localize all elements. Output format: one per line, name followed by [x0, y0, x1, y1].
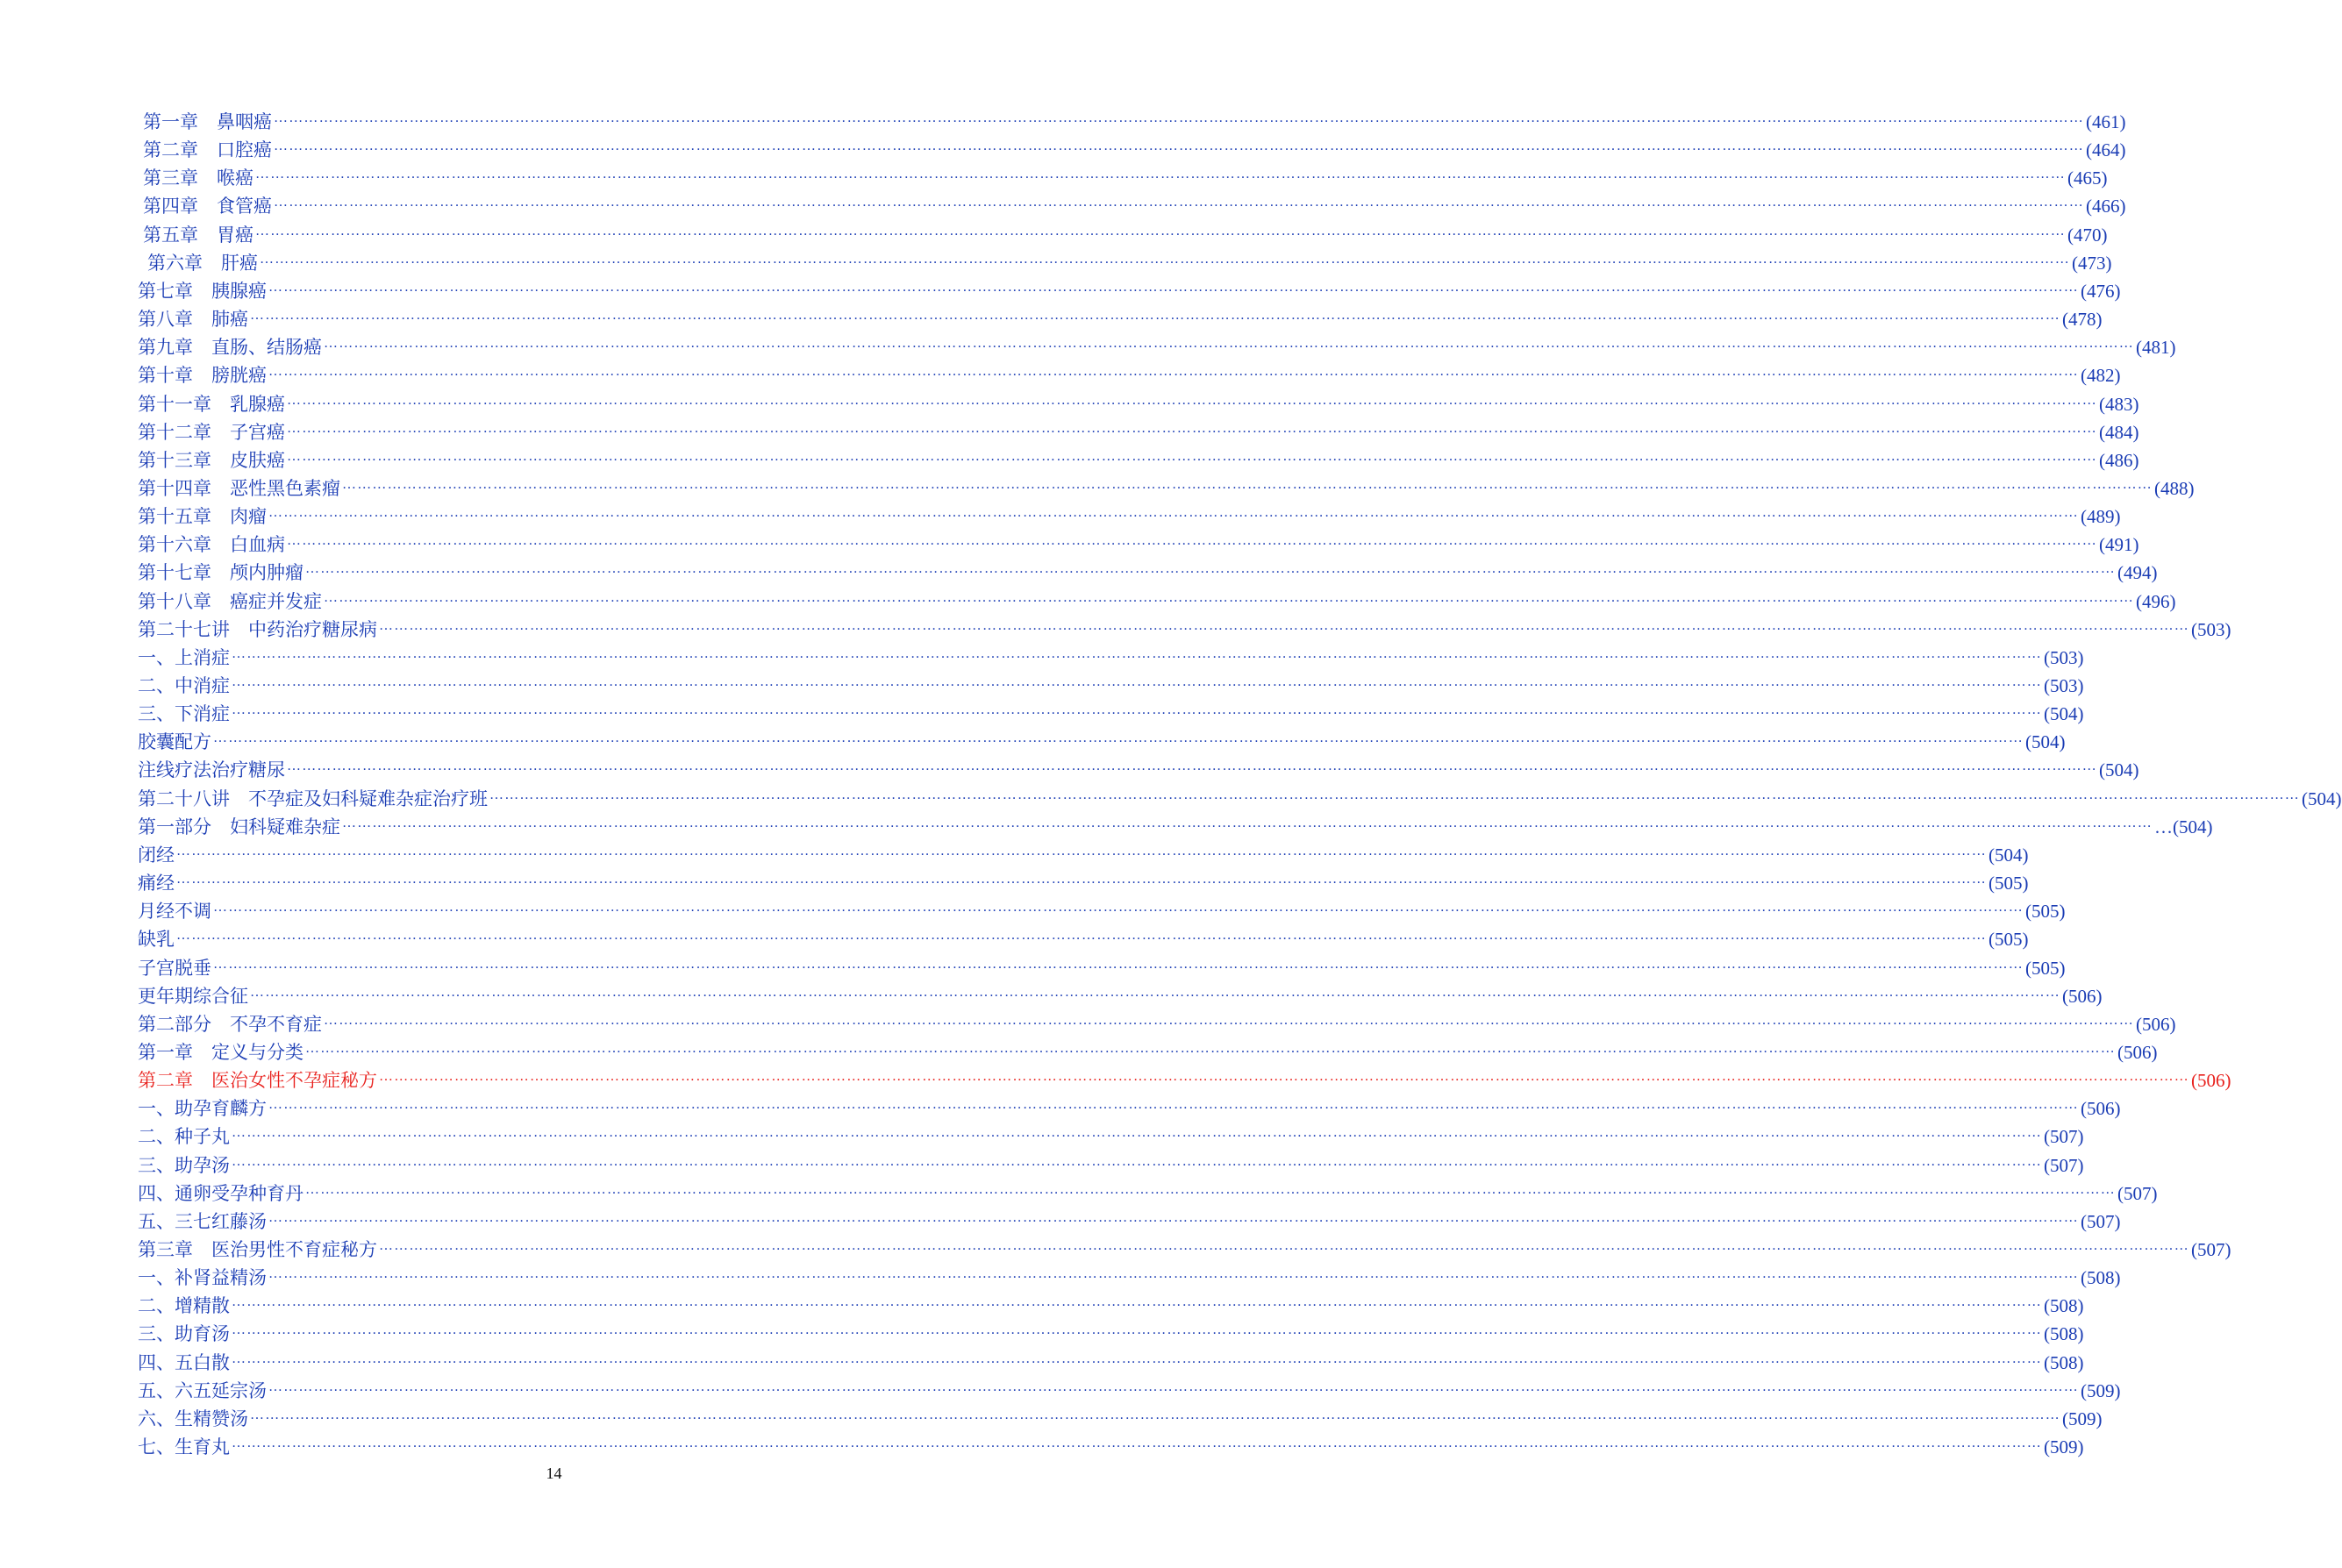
toc-entry-title: 子宫脱垂 [138, 958, 211, 979]
toc-entry[interactable] [138, 503, 2121, 530]
toc-entry-page: (481) [2136, 337, 2176, 358]
toc-entry-page: (503) [2191, 619, 2231, 640]
toc-entry[interactable] [138, 1237, 2231, 1263]
toc-entry-page: (506) [2081, 1098, 2121, 1119]
page-number: 14 [546, 1465, 562, 1482]
toc-entry-page: (503) [2044, 675, 2084, 696]
toc-entry-title: 更年期综合征 [138, 986, 248, 1007]
toc-leader-dots: ……………………………………………………………………………………………………………………………………………………………………………………………………………………………………………………………………………………………………………………………… [250, 1408, 2060, 1422]
toc-entry-page: (508) [2044, 1323, 2084, 1344]
toc-entry-page: (494) [2117, 562, 2158, 583]
toc-entry-title: 痛经 [138, 873, 175, 894]
toc-leader-dots: ……………………………………………………………………………………………………………………………………………………………………………………………………………………………………………………………………………………………………………………………… [287, 759, 2097, 773]
toc-entry-page: (508) [2044, 1295, 2084, 1316]
toc-leader-dots: ……………………………………………………………………………………………………………………………………………………………………………………………………………………………………………………………………………………………………………………………… [232, 1294, 2042, 1309]
toc-entry[interactable] [138, 926, 2029, 952]
toc-entry[interactable] [138, 1095, 2121, 1122]
toc-leader-dots: ……………………………………………………………………………………………………………………………………………………………………………………………………………………………………………………………………………………………………………………………… [274, 139, 2084, 153]
toc-entry-title: 第十三章 皮肤癌 [138, 450, 285, 471]
toc-leader-dots: ……………………………………………………………………………………………………………………………………………………………………………………………………………………………………………………………………………………………………………………………… [250, 308, 2060, 323]
toc-entry-page: (507) [2044, 1126, 2084, 1147]
toc-entry[interactable] [138, 814, 2213, 840]
toc-leader-dots: ……………………………………………………………………………………………………………………………………………………………………………………………………………………………………………………………………………………………………………………………… [305, 1182, 2116, 1197]
toc-entry-page: (504) [2302, 788, 2342, 809]
toc-entry-page: (464) [2086, 139, 2126, 160]
toc-entry-page: (466) [2086, 196, 2126, 217]
toc-entry[interactable] [143, 193, 2126, 219]
toc-entry-page: (507) [2044, 1155, 2084, 1176]
toc-entry-title: 第二章 口腔癌 [143, 139, 272, 160]
toc-leader-dots: ……………………………………………………………………………………………………………………………………………………………………………………………………………………………………………………………………………………………………………………………… [213, 900, 2024, 915]
toc-entry-page: (503) [2044, 647, 2084, 668]
toc-entry-page: (491) [2099, 534, 2139, 555]
toc-entry-title: 第二部分 不孕不育症 [138, 1014, 322, 1035]
toc-entry-page: (505) [1989, 873, 2029, 894]
toc-entry[interactable] [138, 1321, 2084, 1347]
toc-entry-title: 胶囊配方 [138, 731, 211, 752]
toc-entry-title: 二、种子丸 [138, 1126, 230, 1147]
toc-entry-title: 第九章 直肠、结肠癌 [138, 337, 322, 358]
toc-leader-dots: ……………………………………………………………………………………………………………………………………………………………………………………………………………………………………………………………………………………………………………………………… [324, 336, 2134, 351]
toc-entry-title: 第七章 胰腺癌 [138, 281, 267, 302]
toc-entry-title: 一、补肾益精汤 [138, 1267, 267, 1288]
toc-entry-title: 第十四章 恶性黑色素瘤 [138, 478, 340, 499]
toc-entry[interactable] [138, 1039, 2158, 1066]
toc-leader-dots: ……………………………………………………………………………………………………………………………………………………………………………………………………………………………………………………………………………………………………………………………… [232, 646, 2042, 661]
toc-entry-title: 第六章 肝癌 [147, 253, 258, 274]
toc-entry-page: (504) [1989, 845, 2029, 866]
toc-entry[interactable] [138, 673, 2084, 699]
toc-leader-dots: ……………………………………………………………………………………………………………………………………………………………………………………………………………………………………………………………………………………………………………………………… [232, 1322, 2042, 1337]
toc-leader-dots: ……………………………………………………………………………………………………………………………………………………………………………………………………………………………………………………………………………………………………………………………… [176, 844, 1987, 859]
toc-entry-title: 月经不调 [138, 901, 211, 922]
toc-entry-page: (496) [2136, 591, 2176, 612]
toc-entry-page: (505) [2025, 958, 2066, 979]
toc-entry-page: (486) [2099, 450, 2139, 471]
toc-entry[interactable] [138, 531, 2139, 558]
toc-leader-dots: ……………………………………………………………………………………………………………………………………………………………………………………………………………………………………………………………………………………………………………………………… [287, 393, 2097, 408]
toc-leader-dots: ……………………………………………………………………………………………………………………………………………………………………………………………………………………………………………………………………………………………………………………………… [268, 1379, 2079, 1394]
toc-entry[interactable] [147, 250, 2112, 276]
toc-leader-dots: ……………………………………………………………………………………………………………………………………………………………………………………………………………………………………………………………………………………………………………………………… [379, 1238, 2189, 1253]
toc-leader-dots: ……………………………………………………………………………………………………………………………………………………………………………………………………………………………………………………………………………………………………………………………… [250, 985, 2060, 1000]
toc-entry[interactable] [138, 1293, 2084, 1319]
toc-entry-title: 三、下消症 [138, 703, 230, 724]
toc-entry-title: 第十二章 子宫癌 [138, 422, 285, 443]
toc-entry-page: (509) [2062, 1408, 2103, 1429]
toc-entry[interactable] [138, 1265, 2121, 1291]
toc-entry-title: 第一章 鼻咽癌 [143, 111, 272, 132]
toc-entry-title: 第五章 胃癌 [143, 225, 253, 246]
toc-entry[interactable] [143, 137, 2126, 163]
toc-entry[interactable] [138, 701, 2084, 727]
toc-leader-dots: ……………………………………………………………………………………………………………………………………………………………………………………………………………………………………………………………………………………………………………………………… [232, 1154, 2042, 1169]
toc-entry[interactable] [138, 1434, 2084, 1460]
toc-leader-dots: ……………………………………………………………………………………………………………………………………………………………………………………………………………………………………………………………………………………………………………………………… [489, 788, 2300, 802]
toc-leader-dots: ……………………………………………………………………………………………………………………………………………………………………………………………………………………………………………………………………………………………………………………………… [287, 449, 2097, 464]
toc-leader-dots: ……………………………………………………………………………………………………………………………………………………………………………………………………………………………………………………………………………………………………………………………… [268, 1210, 2079, 1225]
toc-entry-page: (504) [2025, 731, 2066, 752]
toc-entry[interactable] [138, 1406, 2103, 1432]
toc-entry-title: 五、三七红藤汤 [138, 1211, 267, 1232]
toc-leader-dots: ……………………………………………………………………………………………………………………………………………………………………………………………………………………………………………………………………………………………………………………………… [232, 674, 2042, 689]
toc-leader-dots: ……………………………………………………………………………………………………………………………………………………………………………………………………………………………………………………………………………………………………………………………… [268, 505, 2079, 520]
toc-entry[interactable] [138, 362, 2121, 388]
toc-entry-title: 第四章 食管癌 [143, 196, 272, 217]
toc-leader-dots: ……………………………………………………………………………………………………………………………………………………………………………………………………………………………………………………………………………………………………………………………… [213, 957, 2024, 972]
toc-leader-dots: ……………………………………………………………………………………………………………………………………………………………………………………………………………………………………………………………………………………………………………………………… [268, 1097, 2079, 1112]
toc-entry-page: (473) [2072, 253, 2112, 274]
toc-leader-dots: ……………………………………………………………………………………………………………………………………………………………………………………………………………………………………………………………………………………………………………………………… [255, 167, 2066, 182]
toc-entry-title: 四、五白散 [138, 1352, 230, 1373]
toc-entry-title: 注线疗法治疗糖尿 [138, 759, 285, 780]
toc-entry[interactable] [138, 1152, 2084, 1179]
toc-entry-page: (465) [2067, 167, 2108, 189]
toc-entry[interactable] [138, 955, 2066, 981]
toc-entry-page: (509) [2081, 1380, 2121, 1401]
toc-entry[interactable] [138, 1350, 2084, 1376]
toc-entry-page: (505) [2025, 901, 2066, 922]
toc-entry[interactable] [138, 419, 2139, 445]
toc-entry-page: (484) [2099, 422, 2139, 443]
toc-leader-dots: ……………………………………………………………………………………………………………………………………………………………………………………………………………………………………………………………………………………………………………………………… [324, 590, 2134, 605]
toc-leader-dots: ……………………………………………………………………………………………………………………………………………………………………………………………………………………………………………………………………………………………………………………………… [268, 364, 2079, 379]
toc-entry-page: (483) [2099, 394, 2139, 415]
toc-entry-page: (478) [2062, 309, 2103, 330]
toc-entry-page: (482) [2081, 365, 2121, 386]
toc-entry[interactable] [138, 1011, 2176, 1037]
toc-entry[interactable] [138, 559, 2158, 586]
toc-entry[interactable] [138, 1123, 2084, 1150]
toc-entry-page: …(504) [2154, 816, 2213, 837]
toc-leader-dots: ……………………………………………………………………………………………………………………………………………………………………………………………………………………………………………………………………………………………………………………………… [379, 618, 2189, 633]
toc-leader-dots: ……………………………………………………………………………………………………………………………………………………………………………………………………………………………………………………………………………………………………………………………… [305, 1041, 2116, 1056]
toc-leader-dots: ……………………………………………………………………………………………………………………………………………………………………………………………………………………………………………………………………………………………………………………………… [287, 421, 2097, 436]
toc-entry-title: 第十章 膀胱癌 [138, 365, 267, 386]
toc-entry[interactable] [138, 617, 2231, 643]
toc-entry[interactable] [138, 447, 2139, 474]
toc-entry-page: (470) [2067, 225, 2108, 246]
toc-entry[interactable] [138, 645, 2084, 671]
toc-entry-title: 七、生育丸 [138, 1436, 230, 1458]
toc-entry-title: 二、增精散 [138, 1295, 230, 1316]
toc-entry-page: (506) [2191, 1070, 2231, 1091]
toc-entry-page: (476) [2081, 281, 2121, 302]
toc-entry-title: 第十五章 肉瘤 [138, 506, 267, 527]
toc-entry-page: (507) [2191, 1239, 2231, 1260]
toc-entry-title: 三、助孕汤 [138, 1155, 230, 1176]
toc-entry-page: (461) [2086, 111, 2126, 132]
toc-entry[interactable] [138, 306, 2103, 332]
toc-entry-title: 闭经 [138, 845, 175, 866]
toc-entry-title: 第二十八讲 不孕症及妇科疑难杂症治疗班 [138, 788, 488, 809]
toc-entry-title: 三、助育汤 [138, 1323, 230, 1344]
toc-entry[interactable] [138, 983, 2103, 1009]
toc-entry-page: (507) [2081, 1211, 2121, 1232]
toc-entry-page: (508) [2044, 1352, 2084, 1373]
toc-entry-title: 第一章 定义与分类 [138, 1042, 303, 1063]
toc-entry[interactable] [138, 786, 2342, 812]
toc-entry-page: (505) [1989, 929, 2029, 950]
toc-leader-dots: ……………………………………………………………………………………………………………………………………………………………………………………………………………………………………………………………………………………………………………………………… [232, 1351, 2042, 1366]
toc-entry[interactable] [138, 842, 2029, 868]
toc-leader-dots: ……………………………………………………………………………………………………………………………………………………………………………………………………………………………………………………………………………………………………………………………… [268, 1266, 2079, 1281]
toc-entry-page: (489) [2081, 506, 2121, 527]
toc-entry[interactable] [138, 475, 2195, 502]
toc-entry-title: 第三章 医治男性不育症秘方 [138, 1239, 377, 1260]
toc-entry[interactable] [138, 278, 2121, 304]
toc-leader-dots: ……………………………………………………………………………………………………………………………………………………………………………………………………………………………………………………………………………………………………………………………… [274, 110, 2084, 125]
toc-entry-title: 第三章 喉癌 [143, 167, 253, 189]
toc-leader-dots: ……………………………………………………………………………………………………………………………………………………………………………………………………………………………………………………………………………………………………………………………… [255, 224, 2066, 239]
toc-entry[interactable] [138, 1378, 2121, 1404]
toc-leader-dots: ……………………………………………………………………………………………………………………………………………………………………………………………………………………………………………………………………………………………………………………………… [176, 872, 1987, 887]
toc-leader-dots: ……………………………………………………………………………………………………………………………………………………………………………………………………………………………………………………………………………………………………………………………… [232, 702, 2042, 717]
toc-entry-title: 第八章 肺癌 [138, 309, 248, 330]
toc-entry-title: 第二十七讲 中药治疗糖尿病 [138, 619, 377, 640]
toc-leader-dots: ……………………………………………………………………………………………………………………………………………………………………………………………………………………………………………………………………………………………………………………………… [287, 533, 2097, 548]
toc-entry-title: 第一部分 妇科疑难杂症 [138, 816, 340, 837]
toc-entry-title: 第十一章 乳腺癌 [138, 394, 285, 415]
toc-leader-dots: ……………………………………………………………………………………………………………………………………………………………………………………………………………………………………………………………………………………………………………………………… [379, 1069, 2189, 1084]
toc-entry-title: 一、上消症 [138, 647, 230, 668]
toc-leader-dots: ……………………………………………………………………………………………………………………………………………………………………………………………………………………………………………………………………………………………………………………………… [176, 928, 1987, 943]
toc-entry[interactable] [138, 391, 2139, 417]
toc-entry[interactable] [138, 757, 2139, 783]
toc-leader-dots: ……………………………………………………………………………………………………………………………………………………………………………………………………………………………………………………………………………………………………………………………… [260, 252, 2070, 267]
toc-entry-title: 一、助孕育麟方 [138, 1098, 267, 1119]
toc-entry[interactable] [138, 1067, 2231, 1094]
toc-entry-page: (506) [2117, 1042, 2158, 1063]
toc-entry-title: 六、生精赞汤 [138, 1408, 248, 1429]
toc-entry-page: (508) [2081, 1267, 2121, 1288]
toc-entry-title: 五、六五延宗汤 [138, 1380, 267, 1401]
toc-entry-title: 第十七章 颅内肿瘤 [138, 562, 303, 583]
toc-entry[interactable] [143, 109, 2126, 135]
toc-leader-dots: ……………………………………………………………………………………………………………………………………………………………………………………………………………………………………………………………………………………………………………………………… [324, 1013, 2134, 1028]
toc-entry-page: (506) [2136, 1014, 2176, 1035]
toc-entry-title: 四、通卵受孕种育丹 [138, 1183, 303, 1204]
toc-entry-page: (504) [2044, 703, 2084, 724]
toc-leader-dots: ……………………………………………………………………………………………………………………………………………………………………………………………………………………………………………………………………………………………………………………………… [342, 477, 2153, 492]
toc-entry-title: 缺乳 [138, 929, 175, 950]
toc-entry[interactable] [138, 729, 2066, 755]
toc-leader-dots: ……………………………………………………………………………………………………………………………………………………………………………………………………………………………………………………………………………………………………………………………… [305, 561, 2116, 576]
toc-entry-page: (488) [2154, 478, 2195, 499]
toc-entry[interactable] [138, 334, 2176, 360]
toc-leader-dots: ……………………………………………………………………………………………………………………………………………………………………………………………………………………………………………………………………………………………………………………………… [342, 816, 2153, 830]
toc-entry-title: 第十八章 癌症并发症 [138, 591, 322, 612]
toc-entry[interactable] [143, 222, 2108, 248]
toc-leader-dots: ……………………………………………………………………………………………………………………………………………………………………………………………………………………………………………………………………………………………………………………………… [232, 1125, 2042, 1140]
toc-entry[interactable] [138, 1180, 2158, 1207]
toc-entry[interactable] [138, 588, 2176, 615]
toc-entry-page: (504) [2099, 759, 2139, 780]
toc-entry-title: 第十六章 白血病 [138, 534, 285, 555]
toc-leader-dots: ……………………………………………………………………………………………………………………………………………………………………………………………………………………………………………………………………………………………………………………………… [213, 731, 2024, 745]
toc-entry[interactable] [138, 898, 2066, 924]
toc-leader-dots: ……………………………………………………………………………………………………………………………………………………………………………………………………………………………………………………………………………………………………………………………… [274, 195, 2084, 210]
toc-entry[interactable] [138, 1208, 2121, 1235]
toc-entry-title: 二、中消症 [138, 675, 230, 696]
toc-entry-page: (507) [2117, 1183, 2158, 1204]
toc-entry-page: (509) [2044, 1436, 2084, 1458]
toc-entry[interactable] [143, 165, 2108, 191]
toc-entry[interactable] [138, 870, 2029, 896]
toc-leader-dots: ……………………………………………………………………………………………………………………………………………………………………………………………………………………………………………………………………………………………………………………………… [268, 280, 2079, 295]
toc-leader-dots: ……………………………………………………………………………………………………………………………………………………………………………………………………………………………………………………………………………………………………………………………… [232, 1436, 2042, 1450]
toc-entry-page: (506) [2062, 986, 2103, 1007]
toc-entry-title: 第二章 医治女性不孕症秘方 [138, 1070, 377, 1091]
